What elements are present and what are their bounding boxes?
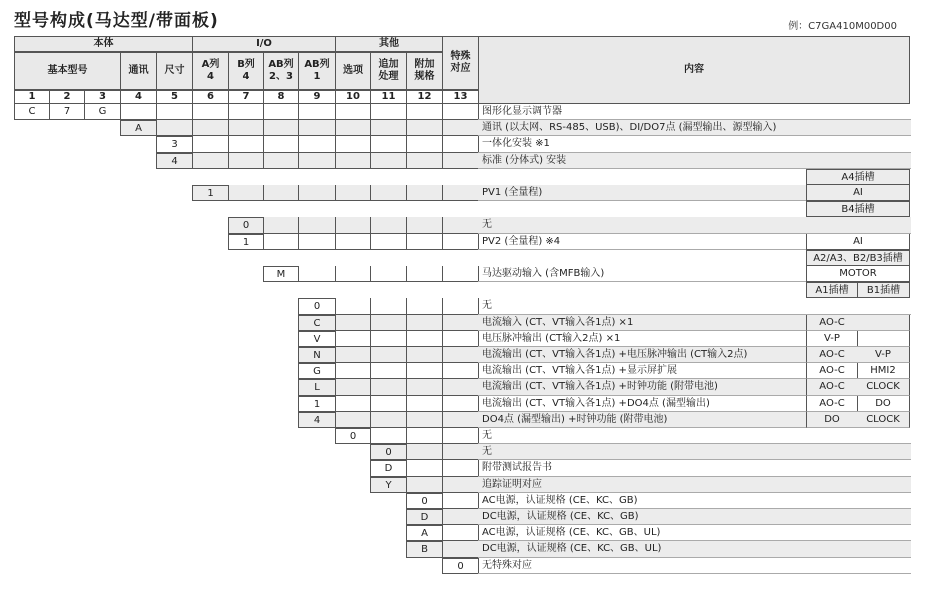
code-cell [228,136,264,153]
header-col-number: 5 [156,90,193,104]
code-cell [335,412,371,428]
header-col-label [335,52,371,90]
row-description: 无 [478,298,911,315]
code-cell [442,331,479,347]
code-cell [370,379,407,396]
row-description: 标准 (分体式) 安装 [478,153,911,169]
code-cell [442,298,479,315]
header-col-label-line: 处理 [378,71,399,82]
header-col-label [228,52,264,90]
header-col-label-line: 附加 [414,59,435,70]
slot-header: B4插槽 [806,201,910,217]
code-cell [370,331,407,347]
row-description: 电流输出 (CT、VT输入各1点) +DO4点 (漏型输出) [478,396,807,412]
slot-value: AI [806,234,910,250]
code-cell [406,266,443,282]
slot-a1-value: AO-C [806,396,858,412]
code-cell [406,363,443,379]
code-cell [442,477,479,493]
code-cell [406,234,443,250]
code-cell [335,185,371,201]
code-cell: C [14,104,50,120]
code-cell [335,120,371,136]
header-col-label [156,52,193,90]
code-cell [442,428,479,444]
header-group-other: 其他 [335,36,443,52]
code-cell [335,136,371,153]
code-cell [442,444,479,460]
code-cell [442,104,479,120]
code-cell [370,104,407,120]
code-cell [406,379,443,396]
code-cell [263,185,299,201]
slot-header: A4插槽 [806,169,910,185]
code-cell [298,217,336,234]
code-cell [442,379,479,396]
row-description: 无 [478,217,911,234]
slot-value: MOTOR [806,266,910,282]
slot-b1-value: HMI2 [857,363,910,379]
code-cell: 0 [370,444,407,460]
code-cell [406,120,443,136]
code-cell [406,153,443,169]
slot-b1-value: CLOCK [857,412,910,428]
header-col-label [192,52,229,90]
code-cell [228,185,264,201]
code-cell: B [406,541,443,558]
slot-a1-value: V-P [806,331,858,347]
row-description: AC电源，认证规格 (CE、KC、GB、UL) [478,525,911,541]
code-cell [406,104,443,120]
code-cell [406,347,443,363]
code-cell [442,525,479,541]
slot-a1-value: DO [806,412,858,428]
code-cell [156,104,193,120]
header-col-label [298,52,336,90]
code-cell [442,493,479,509]
header-col-number: 9 [298,90,336,104]
code-cell: 1 [192,185,229,201]
slot-value: AI [806,185,910,201]
code-cell [370,234,407,250]
code-cell [298,234,336,250]
code-cell [442,363,479,379]
header-col-number: 6 [192,90,229,104]
code-cell [298,153,336,169]
code-cell: D [370,460,407,477]
code-cell: G [84,104,121,120]
code-cell [192,153,229,169]
row-description: 附带测试报告书 [478,460,911,477]
code-cell: L [298,379,336,396]
code-cell [406,331,443,347]
row-description: 追踪证明对应 [478,477,911,493]
code-cell: A [120,120,157,136]
code-cell [406,396,443,412]
code-cell [406,444,443,460]
code-cell [406,185,443,201]
code-cell [120,104,157,120]
header-group-body: 本体 [14,36,193,52]
header-special-line: 特殊 [450,51,471,62]
code-cell [263,120,299,136]
header-col-label-line: AB列 [268,59,294,70]
row-description: 无 [478,444,911,460]
code-cell [370,120,407,136]
header-content: 内容 [478,36,910,104]
header-col-label-line: 选项 [343,65,363,76]
code-cell [370,396,407,412]
code-cell [228,104,264,120]
header-col-label [14,52,121,90]
slot-a1-value: AO-C [806,379,858,396]
code-cell [406,428,443,444]
code-cell [442,153,479,169]
slot-header-a1: A1插槽 [806,282,858,298]
slot-b1-value [857,315,910,331]
code-cell: 0 [442,558,479,574]
code-cell [192,120,229,136]
slot-b1-value: CLOCK [857,379,910,396]
row-description: 马达驱动输入 (含MFB输入) [478,266,807,282]
code-cell [335,153,371,169]
slot-header-b1: B1插槽 [857,282,910,298]
code-cell [442,509,479,525]
code-cell [442,460,479,477]
code-cell [442,266,479,282]
code-cell [442,347,479,363]
code-cell [370,428,407,444]
code-cell [156,120,193,136]
code-cell: 4 [298,412,336,428]
header-col-number: 11 [370,90,407,104]
row-description: 电流输出 (CT、VT输入各1点) +显示屏扩展 [478,363,807,379]
code-cell [335,331,371,347]
code-cell [192,104,229,120]
header-col-number: 12 [406,90,443,104]
header-col-number: 1 [14,90,50,104]
row-description: PV2 (全量程) ※4 [478,234,807,250]
code-cell: A [406,525,443,541]
header-col-label [120,52,157,90]
code-cell: 4 [156,153,193,169]
header-special-line: 对应 [450,63,471,74]
code-cell [335,363,371,379]
code-cell [335,379,371,396]
code-cell: 1 [228,234,264,250]
code-cell: M [263,266,299,282]
row-description: PV1 (全量程) [478,185,807,201]
code-cell [406,315,443,331]
code-cell: C [298,315,336,331]
row-description: DC电源，认证规格 (CE、KC、GB) [478,509,911,525]
row-description: 图形化显示调节器 [478,104,911,120]
row-description: 无 [478,428,911,444]
header-col-number: 8 [263,90,299,104]
code-cell [442,120,479,136]
header-col-label-line: A列 [201,59,220,70]
header-col-label-line: 规格 [414,71,435,82]
code-cell [335,104,371,120]
code-cell [406,217,443,234]
code-cell [298,266,336,282]
code-cell [298,185,336,201]
code-cell [370,363,407,379]
page-title: 型号构成(马达型/带面板) [14,11,219,31]
row-description: 电压脉冲输出 (CT输入2点) ×1 [478,331,807,347]
slot-header: A2/A3、B2/B3插槽 [806,250,910,266]
code-cell [442,234,479,250]
row-description: 电流输出 (CT、VT输入各1点) +时钟功能 (附带电池) [478,379,807,396]
code-cell: D [406,509,443,525]
code-cell [442,185,479,201]
header-col-label-line: 通讯 [128,65,149,76]
code-cell [370,136,407,153]
header-col-label-line: 4 [242,71,250,82]
code-cell [442,541,479,558]
header-col-number: 10 [335,90,371,104]
code-cell [263,234,299,250]
header-col-number: 4 [120,90,157,104]
header-col-label-line: 2、3 [269,71,293,82]
code-cell [370,185,407,201]
code-cell [370,266,407,282]
code-cell [335,217,371,234]
slot-a1-value: AO-C [806,315,858,331]
slot-a1-value: AO-C [806,363,858,379]
code-cell [406,298,443,315]
header-col-label [406,52,443,90]
code-cell [406,477,443,493]
code-cell [370,315,407,331]
code-cell [192,136,229,153]
code-cell [228,153,264,169]
row-description: 无特殊对应 [478,558,911,574]
code-cell [370,153,407,169]
code-cell [442,412,479,428]
code-cell: 1 [298,396,336,412]
header-col-number: 7 [228,90,264,104]
header-col-label [263,52,299,90]
code-cell [298,104,336,120]
code-cell [263,104,299,120]
code-cell [263,153,299,169]
code-cell [228,120,264,136]
code-cell [370,217,407,234]
code-cell [442,136,479,153]
header-col-label-line: 1 [313,71,321,82]
row-description: DC电源，认证规格 (CE、KC、GB、UL) [478,541,911,558]
code-cell [442,315,479,331]
code-cell [335,234,371,250]
code-cell [263,136,299,153]
header-col-number: 3 [84,90,121,104]
code-cell [335,347,371,363]
code-cell [335,396,371,412]
code-cell: N [298,347,336,363]
header-group-io: I/O [192,36,336,52]
code-cell [406,412,443,428]
code-cell: 3 [156,136,193,153]
code-cell: 0 [298,298,336,315]
code-cell [298,136,336,153]
code-cell: 7 [49,104,85,120]
code-cell: V [298,331,336,347]
slot-b1-value: DO [857,396,910,412]
header-col-number: 13 [442,90,479,104]
row-description: AC电源，认证规格 (CE、KC、GB) [478,493,911,509]
header-col-number: 2 [49,90,85,104]
code-cell [335,266,371,282]
slot-b1-value: V-P [857,347,910,363]
row-description: 电流输入 (CT、VT输入各1点) ×1 [478,315,807,331]
slot-b1-value [857,331,910,347]
row-description: 通讯 (以太网、RS-485、USB)、DI/DO7点 (漏型输出、源型输入) [478,120,911,136]
code-cell: 0 [228,217,264,234]
code-cell [298,120,336,136]
code-cell [335,298,371,315]
code-cell: 0 [406,493,443,509]
code-cell [370,298,407,315]
code-cell [442,217,479,234]
code-cell [370,412,407,428]
header-col-label-line: 追加 [378,59,399,70]
header-col-label-line: 4 [207,71,214,82]
slot-a1-value: AO-C [806,347,858,363]
code-cell [370,347,407,363]
header-col-label-line: 尺寸 [164,65,185,76]
code-cell [263,217,299,234]
code-cell: Y [370,477,407,493]
header-special [442,36,479,90]
example-code: 例：C7GA410M00D00 [788,21,897,32]
code-cell [335,315,371,331]
code-cell [406,136,443,153]
row-description: 电流输出 (CT、VT输入各1点) +电压脉冲输出 (CT输入2点) [478,347,807,363]
header-col-label-line: B列 [237,59,255,70]
row-description: DO4点 (漏型输出) +时钟功能 (附带电池) [478,412,807,428]
header-col-label [370,52,407,90]
header-col-label-line: 基本型号 [47,65,88,76]
header-col-label-line: AB列 [304,59,330,70]
code-cell [442,396,479,412]
code-cell: 0 [335,428,371,444]
code-cell [406,460,443,477]
row-description: 一体化安装 ※1 [478,136,911,153]
code-cell: G [298,363,336,379]
